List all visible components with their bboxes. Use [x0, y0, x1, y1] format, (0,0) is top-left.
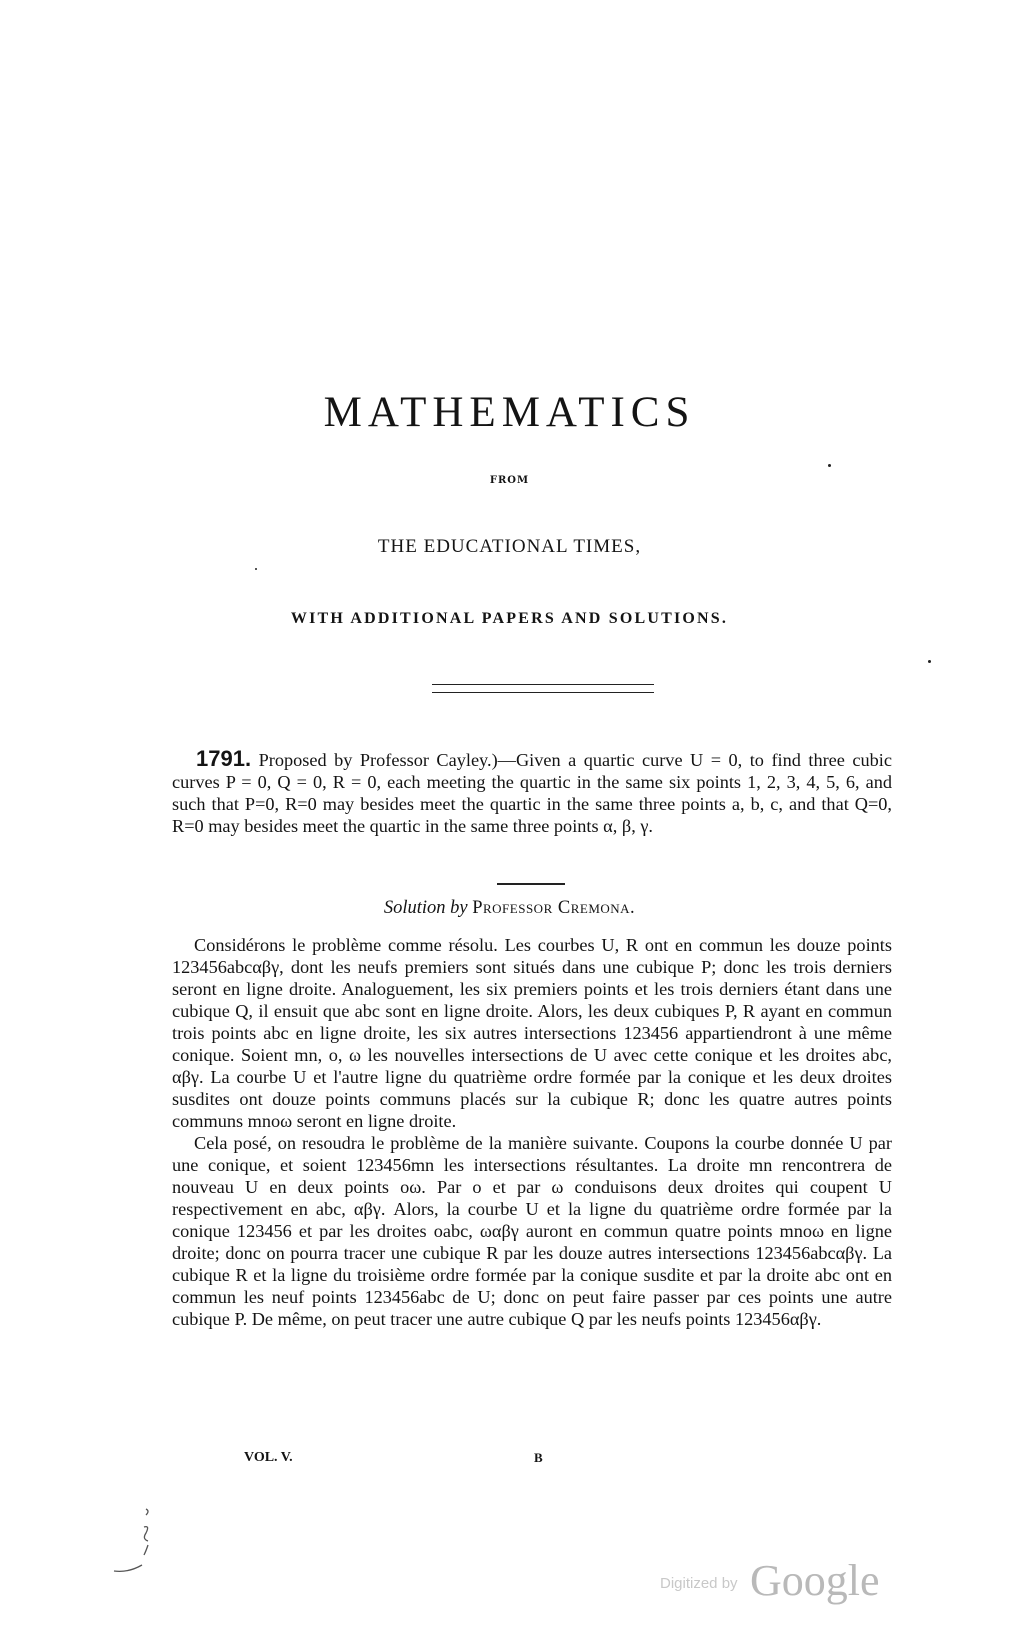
problem-statement	[172, 748, 892, 837]
solution-author: Professor Cremona.	[472, 898, 636, 918]
journal-name: THE EDUCATIONAL TIMES,	[377, 536, 642, 557]
from-label: FROM	[489, 475, 530, 486]
solution-heading-prefix: Solution by	[383, 898, 468, 918]
digitized-watermark: Digitized by	[660, 1575, 738, 1592]
solution-paragraph: Cela posé, on resoudra le problème de la manière suivante. Coupons la courbe donnée U par une conique, et soient 123456mn les intersections résultantes. La droite mn rencontrera de nouveau U en deux points oω. Par o et par ω conduisons deux droites qui coupent U respectivement en abc, αβγ. Alors, la courbe U et la ligne du quatrième ordre formée par la conique 123456 et par les droites oabc, ωαβγ auront en commun quatre points mnoω en ligne droite; donc on pourra tracer une cubique R par les douze autres intersections 123456abcαβγ. La cubique R et la ligne du troisième ordre formée par la conique susdite et par la droite abc ont en commun les neuf points 123456abc de U; donc on peut faire passer par ces points une autre cubique P. De même, on peut tracer une autre cubique Q par les neufs points 123456αβγ.	[172, 1133, 892, 1329]
solution-paragraph: Considérons le problème comme résolu. Les courbes U, R ont en commun les douze points 123456abcαβγ, dont les neufs premiers sont situés dans une cubique P; donc les trois derniers seront en ligne droite. Analoguement, les six premiers points et les trois derniers étant dans une cubique Q, il ensuit que abc sont en ligne droite. Alors, les deux cubiques P, R ayant en commun trois points abc en ligne droite, les six autres intersections 123456 appartiendront à une même conique. Soient mn, o, ω les nouvelles intersections de U avec cette conique et les droites abc, αβγ. La courbe U et l'autre ligne du quatrième ordre formée par la conique et les deux droites susdites ont douze points communs placés sur la cubique R; donc les quatre autres points communs mnoω seront en ligne droite.	[172, 935, 892, 1131]
speck-mark	[255, 568, 257, 570]
speck-mark	[828, 464, 831, 467]
solution-body	[172, 934, 892, 1330]
double-rule-divider	[432, 684, 654, 693]
signature-mark: B	[534, 1450, 543, 1465]
problem-text: Proposed by Professor Cayley.)—Given a quartic curve U = 0, to find three cubic curves P = 0, Q = 0, R = 0, each meeting the quartic in the same six points 1, 2, 3, 4, 5, 6, and such that P=0, R=0 may besides meet the quartic in the same three points a, b, c, and that Q=0, R=0 may besides meet the quartic in the same three points α, β, γ.	[172, 750, 892, 836]
short-rule-divider	[497, 883, 565, 885]
problem-number: 1791.	[196, 746, 252, 771]
journal-subtitle: WITH ADDITIONAL PAPERS AND SOLUTIONS.	[290, 610, 729, 627]
page-title: MATHEMATICS	[323, 389, 696, 436]
speck-mark	[928, 660, 931, 663]
solution-heading	[0, 898, 1019, 919]
volume-label: VOL. V.	[244, 1450, 293, 1465]
pencil-scribble	[108, 1505, 158, 1575]
google-logo: Google	[750, 1556, 880, 1605]
